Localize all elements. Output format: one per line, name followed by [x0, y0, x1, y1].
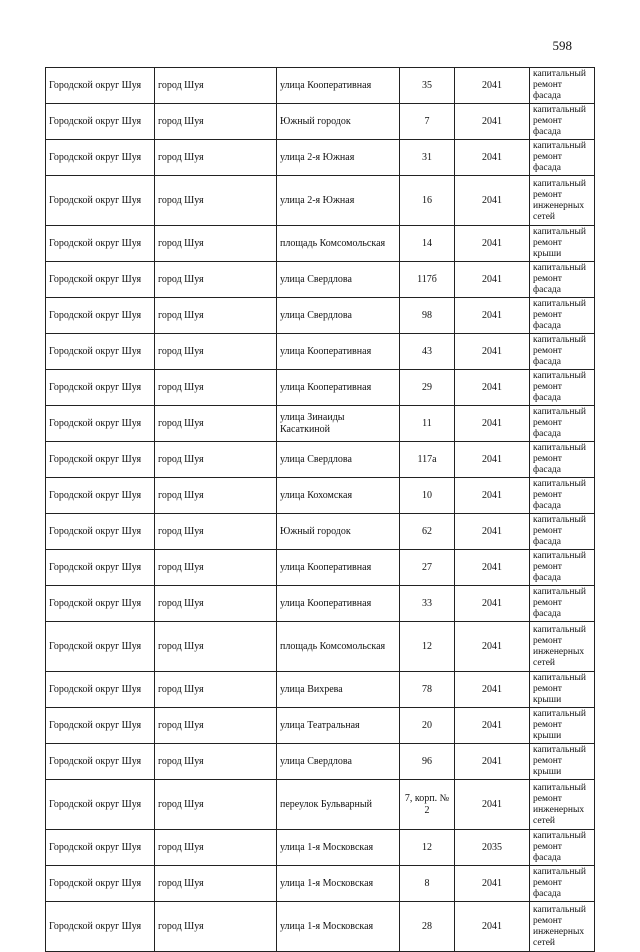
- table-body: [46, 68, 595, 952]
- table-row: [46, 334, 595, 370]
- cell-house-number: 14: [400, 226, 455, 262]
- cell-work-type: капитальный ремонт фасада: [530, 866, 595, 902]
- cell-work-type: капитальный ремонт инженерных сетей: [530, 622, 595, 672]
- cell-year: 2041: [455, 744, 530, 780]
- table-row: [46, 902, 595, 952]
- cell-house-number: 43: [400, 334, 455, 370]
- cell-year: 2041: [455, 478, 530, 514]
- cell-work-type: капитальный ремонт крыши: [530, 708, 595, 744]
- cell-city: город Шуя: [155, 68, 277, 104]
- cell-house-number: 31: [400, 140, 455, 176]
- table-row: [46, 622, 595, 672]
- cell-city: город Шуя: [155, 140, 277, 176]
- cell-work-type: капитальный ремонт инженерных сетей: [530, 176, 595, 226]
- cell-work-type: капитальный ремонт крыши: [530, 226, 595, 262]
- cell-work-type: капитальный ремонт фасада: [530, 104, 595, 140]
- cell-city: город Шуя: [155, 406, 277, 442]
- cell-city: город Шуя: [155, 550, 277, 586]
- cell-work-type: капитальный ремонт фасада: [530, 298, 595, 334]
- cell-house-number: 12: [400, 622, 455, 672]
- cell-year: 2041: [455, 226, 530, 262]
- cell-street: улица Кооперативная: [277, 68, 400, 104]
- table-row: [46, 708, 595, 744]
- cell-house-number: 28: [400, 902, 455, 952]
- cell-district: Городской округ Шуя: [46, 104, 155, 140]
- cell-street: улица Свердлова: [277, 262, 400, 298]
- cell-district: Городской округ Шуя: [46, 334, 155, 370]
- cell-year: 2041: [455, 708, 530, 744]
- cell-district: Городской округ Шуя: [46, 586, 155, 622]
- cell-city: город Шуя: [155, 226, 277, 262]
- cell-city: город Шуя: [155, 104, 277, 140]
- cell-work-type: капитальный ремонт фасада: [530, 406, 595, 442]
- cell-house-number: 117б: [400, 262, 455, 298]
- cell-street: переулок Бульварный: [277, 780, 400, 830]
- cell-street: площадь Комсомольская: [277, 622, 400, 672]
- cell-year: 2041: [455, 550, 530, 586]
- cell-work-type: капитальный ремонт инженерных сетей: [530, 902, 595, 952]
- cell-street: улица 1-я Московская: [277, 830, 400, 866]
- cell-year: 2041: [455, 176, 530, 226]
- cell-year: 2041: [455, 298, 530, 334]
- cell-street: улица Зинаиды Касаткиной: [277, 406, 400, 442]
- cell-street: улица Вихрева: [277, 672, 400, 708]
- cell-district: Городской округ Шуя: [46, 744, 155, 780]
- cell-city: город Шуя: [155, 262, 277, 298]
- cell-city: город Шуя: [155, 672, 277, 708]
- cell-house-number: 96: [400, 744, 455, 780]
- cell-district: Городской округ Шуя: [46, 514, 155, 550]
- cell-city: город Шуя: [155, 442, 277, 478]
- cell-district: Городской округ Шуя: [46, 406, 155, 442]
- cell-city: город Шуя: [155, 866, 277, 902]
- cell-year: 2041: [455, 622, 530, 672]
- cell-house-number: 16: [400, 176, 455, 226]
- cell-city: город Шуя: [155, 514, 277, 550]
- cell-street: улица Кооперативная: [277, 586, 400, 622]
- cell-city: город Шуя: [155, 830, 277, 866]
- cell-work-type: капитальный ремонт фасада: [530, 370, 595, 406]
- cell-district: Городской округ Шуя: [46, 176, 155, 226]
- cell-year: 2041: [455, 370, 530, 406]
- cell-year: 2041: [455, 902, 530, 952]
- table-row: [46, 478, 595, 514]
- cell-city: город Шуя: [155, 622, 277, 672]
- cell-year: 2041: [455, 334, 530, 370]
- cell-street: улица Свердлова: [277, 442, 400, 478]
- cell-city: город Шуя: [155, 370, 277, 406]
- cell-work-type: капитальный ремонт фасада: [530, 586, 595, 622]
- cell-house-number: 117а: [400, 442, 455, 478]
- cell-work-type: капитальный ремонт фасада: [530, 140, 595, 176]
- cell-street: улица Кохомская: [277, 478, 400, 514]
- cell-street: улица Свердлова: [277, 744, 400, 780]
- page-number: 598: [552, 38, 572, 53]
- cell-house-number: 29: [400, 370, 455, 406]
- cell-year: 2041: [455, 586, 530, 622]
- cell-work-type: капитальный ремонт фасада: [530, 334, 595, 370]
- cell-street: улица Кооперативная: [277, 550, 400, 586]
- cell-house-number: 62: [400, 514, 455, 550]
- cell-year: 2041: [455, 866, 530, 902]
- cell-street: улица Свердлова: [277, 298, 400, 334]
- cell-year: 2041: [455, 672, 530, 708]
- cell-house-number: 8: [400, 866, 455, 902]
- cell-house-number: 7: [400, 104, 455, 140]
- cell-house-number: 27: [400, 550, 455, 586]
- table-row: [46, 780, 595, 830]
- cell-house-number: 7, корп. № 2: [400, 780, 455, 830]
- cell-district: Городской округ Шуя: [46, 622, 155, 672]
- cell-year: 2041: [455, 68, 530, 104]
- cell-city: город Шуя: [155, 478, 277, 514]
- cell-street: улица Кооперативная: [277, 370, 400, 406]
- cell-street: улица Кооперативная: [277, 334, 400, 370]
- cell-work-type: капитальный ремонт фасада: [530, 478, 595, 514]
- cell-house-number: 11: [400, 406, 455, 442]
- table-row: [46, 298, 595, 334]
- cell-house-number: 98: [400, 298, 455, 334]
- table-row: [46, 140, 595, 176]
- table-row: [46, 550, 595, 586]
- table-row: [46, 68, 595, 104]
- cell-year: 2035: [455, 830, 530, 866]
- cell-district: Городской округ Шуя: [46, 442, 155, 478]
- cell-district: Городской округ Шуя: [46, 262, 155, 298]
- cell-district: Городской округ Шуя: [46, 830, 155, 866]
- cell-district: Городской округ Шуя: [46, 298, 155, 334]
- cell-district: Городской округ Шуя: [46, 140, 155, 176]
- table-row: [46, 866, 595, 902]
- table-row: [46, 672, 595, 708]
- cell-street: улица Театральная: [277, 708, 400, 744]
- cell-district: Городской округ Шуя: [46, 226, 155, 262]
- cell-work-type: капитальный ремонт фасада: [530, 442, 595, 478]
- table-row: [46, 226, 595, 262]
- cell-house-number: 10: [400, 478, 455, 514]
- cell-work-type: капитальный ремонт фасада: [530, 830, 595, 866]
- cell-work-type: капитальный ремонт инженерных сетей: [530, 780, 595, 830]
- cell-street: Южный городок: [277, 104, 400, 140]
- cell-city: город Шуя: [155, 176, 277, 226]
- cell-year: 2041: [455, 406, 530, 442]
- repair-schedule-table: [45, 67, 595, 952]
- table-row: [46, 370, 595, 406]
- cell-city: город Шуя: [155, 334, 277, 370]
- cell-house-number: 20: [400, 708, 455, 744]
- cell-year: 2041: [455, 104, 530, 140]
- cell-district: Городской округ Шуя: [46, 780, 155, 830]
- cell-district: Городской округ Шуя: [46, 672, 155, 708]
- cell-city: город Шуя: [155, 586, 277, 622]
- cell-district: Городской округ Шуя: [46, 370, 155, 406]
- cell-year: 2041: [455, 780, 530, 830]
- cell-street: Южный городок: [277, 514, 400, 550]
- table-row: [46, 442, 595, 478]
- cell-work-type: капитальный ремонт фасада: [530, 262, 595, 298]
- cell-year: 2041: [455, 140, 530, 176]
- cell-street: улица 2-я Южная: [277, 140, 400, 176]
- table-row: [46, 104, 595, 140]
- cell-work-type: капитальный ремонт фасада: [530, 550, 595, 586]
- cell-work-type: капитальный ремонт фасада: [530, 514, 595, 550]
- table-row: [46, 406, 595, 442]
- cell-city: город Шуя: [155, 780, 277, 830]
- cell-street: улица 1-я Московская: [277, 866, 400, 902]
- cell-district: Городской округ Шуя: [46, 866, 155, 902]
- cell-street: улица 1-я Московская: [277, 902, 400, 952]
- cell-street: улица 2-я Южная: [277, 176, 400, 226]
- table-row: [46, 830, 595, 866]
- cell-house-number: 35: [400, 68, 455, 104]
- table-row: [46, 514, 595, 550]
- cell-district: Городской округ Шуя: [46, 68, 155, 104]
- cell-year: 2041: [455, 442, 530, 478]
- cell-work-type: капитальный ремонт крыши: [530, 744, 595, 780]
- cell-house-number: 12: [400, 830, 455, 866]
- cell-city: город Шуя: [155, 902, 277, 952]
- cell-work-type: капитальный ремонт фасада: [530, 68, 595, 104]
- cell-district: Городской округ Шуя: [46, 550, 155, 586]
- cell-district: Городской округ Шуя: [46, 478, 155, 514]
- cell-city: город Шуя: [155, 708, 277, 744]
- table-row: [46, 176, 595, 226]
- cell-work-type: капитальный ремонт крыши: [530, 672, 595, 708]
- cell-year: 2041: [455, 262, 530, 298]
- cell-house-number: 78: [400, 672, 455, 708]
- table-row: [46, 586, 595, 622]
- cell-street: площадь Комсомольская: [277, 226, 400, 262]
- cell-house-number: 33: [400, 586, 455, 622]
- table-row: [46, 744, 595, 780]
- table-row: [46, 262, 595, 298]
- cell-city: город Шуя: [155, 298, 277, 334]
- cell-year: 2041: [455, 514, 530, 550]
- cell-district: Городской округ Шуя: [46, 902, 155, 952]
- cell-district: Городской округ Шуя: [46, 708, 155, 744]
- cell-city: город Шуя: [155, 744, 277, 780]
